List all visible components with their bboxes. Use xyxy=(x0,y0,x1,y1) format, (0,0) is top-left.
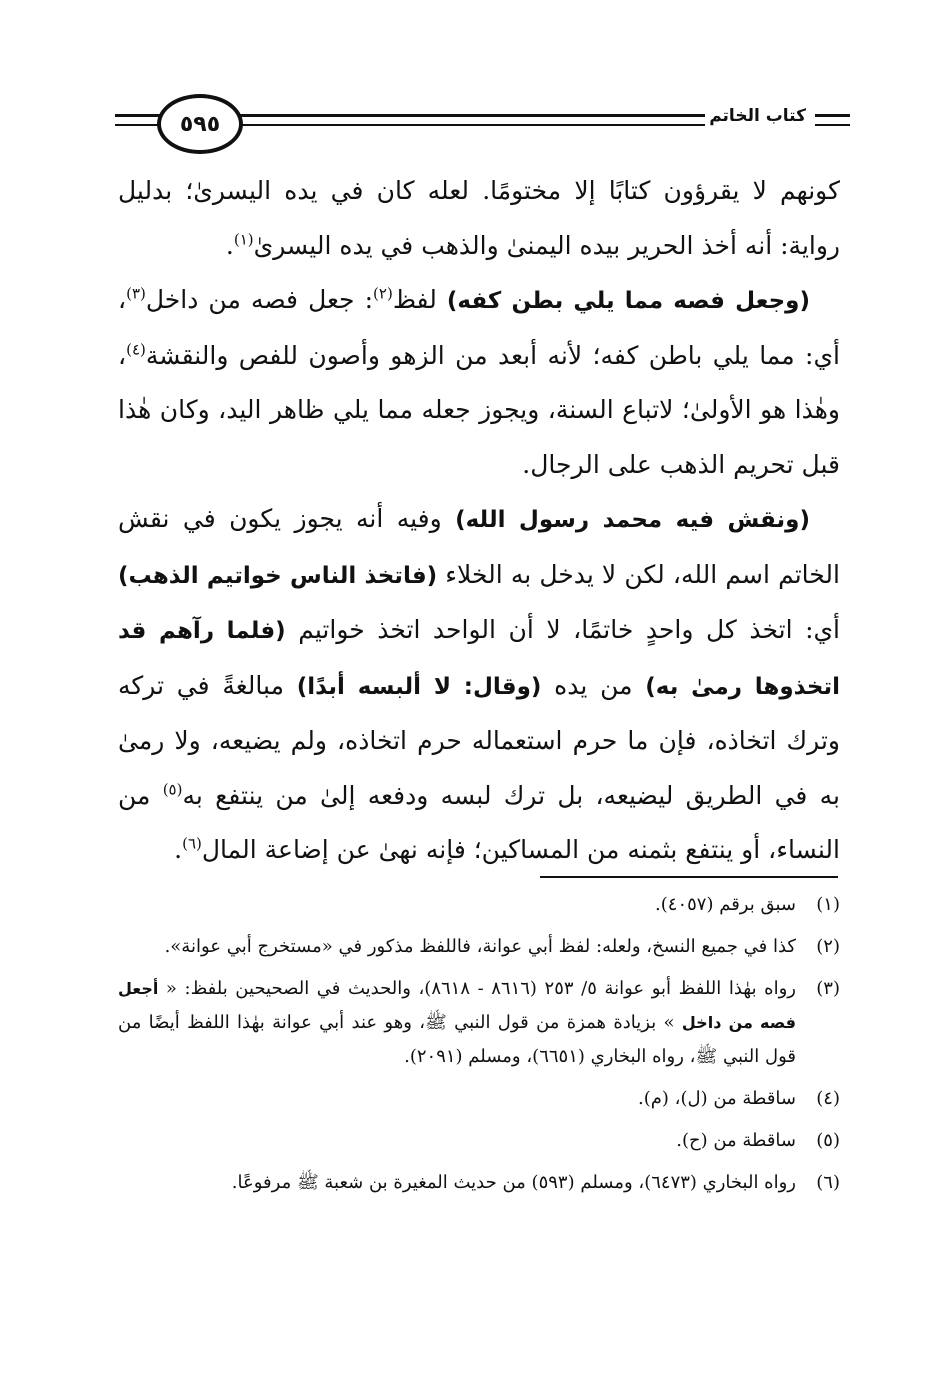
footnotes xyxy=(118,888,840,1208)
footnote-number: (٥) xyxy=(816,1130,840,1151)
text-run: من النساء، أو ينتفع بثمنه من المساكين؛ فإنه نهىٰ عن إضاعة المال xyxy=(118,780,840,864)
footnote-text: ساقطة من (ل)، (م). xyxy=(638,1088,796,1109)
hadith-quote: (وقال: لا ألبسه أبدًا) xyxy=(296,673,542,700)
text-run: ، أي: مما يلي باطن كفه؛ لأنه أبعد من الزهو وأصون للفص والنقشة xyxy=(118,285,840,370)
header-rule-middle-top xyxy=(233,114,733,117)
footnote-ref-5: (٥) xyxy=(162,780,183,799)
footnote-ref-6: (٦) xyxy=(182,834,202,853)
paragraph-1 xyxy=(118,164,840,273)
hadith-quote: (وجعل فصه مما يلي بطن كفه) xyxy=(446,288,810,314)
text-run: . xyxy=(174,835,183,864)
text-run: مبالغةً في تركه وترك اتخاذه، فإن ما حرم استعماله حرم اتخاذه، ولم يضيعه، ولا رمىٰ به في الطريق ليضيعه، بل ترك لبسه ودفعه إلىٰ من ينتفع به xyxy=(118,670,840,810)
text-run: رواه بهٰذا اللفظ أبو عوانة ٥/ ٢٥٣ (٨٦١٦ - ٨٦١٨)، والحديث في الصحيحين بلفظ: « xyxy=(158,978,796,999)
quoted-wording: أجعل فصه من داخل xyxy=(118,979,796,1032)
footnote-text: كذا في جميع النسخ، ولعله: لفظ أبي عوانة، فاللفظ مذكور في «مستخرج أبي عوانة». xyxy=(164,936,796,957)
footnote-text: رواه البخاري (٦٤٧٣)، ومسلم (٥٩٣) من حديث المغيرة بن شعبة ﷺ مرفوعًا. xyxy=(231,1172,796,1193)
text-run: لفظ xyxy=(392,285,447,314)
footnote-number: (١) xyxy=(816,894,840,915)
page-header xyxy=(115,84,850,164)
footnote-5 xyxy=(118,1124,840,1158)
text-run: كونهم لا يقرؤون كتابًا إلا مختومًا. لعله كان في يده اليسرىٰ؛ بدليل رواية: أنه أخذ الحرير بيده اليمنىٰ والذهب في يده اليسرىٰ xyxy=(118,176,840,260)
footnote-3 xyxy=(118,972,840,1074)
page-number: ٥٩٥ xyxy=(179,111,221,137)
text-run: من يده xyxy=(541,670,646,700)
footnote-number: (٦) xyxy=(816,1172,840,1193)
text-run: ، وهٰذا هو الأولىٰ؛ لاتباع السنة، ويجوز جعله مما يلي ظاهر اليد، وكان هٰذا قبل تحريم الذهب على الرجال. xyxy=(118,340,840,479)
footnote-number: (٢) xyxy=(816,936,840,957)
paragraph-2 xyxy=(118,273,840,492)
chapter-title: كتاب الخاتم xyxy=(705,106,810,126)
footnote-separator xyxy=(540,876,838,878)
footnote-ref-4: (٤) xyxy=(126,340,146,359)
footnote-text xyxy=(118,972,796,1074)
footnote-number: (٣) xyxy=(816,978,840,999)
footnote-1 xyxy=(118,888,840,922)
text-run: . xyxy=(225,230,234,260)
page-number-badge xyxy=(157,94,243,154)
hadith-quote: (فلما رآهم قد اتخذوها رمىٰ به) xyxy=(118,618,841,700)
text-run: : جعل فصه من داخل xyxy=(145,285,374,314)
text-run: أي: اتخذ كل واحدٍ خاتمًا، لا أن الواحد اتخذ خواتيم xyxy=(285,615,841,644)
hadith-quote: (فاتخذ الناس خواتيم الذهب) xyxy=(118,562,438,589)
footnote-2 xyxy=(118,930,840,964)
footnote-6 xyxy=(118,1166,840,1200)
paragraph-3 xyxy=(118,492,840,878)
header-rule-right-top xyxy=(815,114,850,117)
footnote-ref-1: (١) xyxy=(233,230,254,249)
header-rule-middle-bottom xyxy=(233,124,733,126)
hadith-quote: (ونقش فيه محمد رسول الله) xyxy=(455,507,810,533)
text-run: وفيه أنه يجوز يكون في نقش الخاتم اسم الله، لكن لا يدخل به الخلاء xyxy=(118,504,840,589)
text-run: » بزيادة همزة من قول النبي ﷺ، وهو عند أبي عوانة بهٰذا اللفظ أيضًا من قول النبي ﷺ، رواه البخاري (٦٦٥١)، ومسلم (٢٠٩١). xyxy=(118,1012,796,1067)
footnote-text: سبق برقم (٤٠٥٧). xyxy=(655,894,796,915)
main-text xyxy=(118,164,840,878)
footnote-ref-3: (٣) xyxy=(126,284,146,303)
footnote-text: ساقطة من (ح). xyxy=(676,1130,796,1151)
footnote-ref-2: (٢) xyxy=(373,284,393,303)
header-rule-right-bottom xyxy=(815,124,850,126)
footnote-4 xyxy=(118,1082,840,1116)
footnote-number: (٤) xyxy=(816,1088,840,1109)
